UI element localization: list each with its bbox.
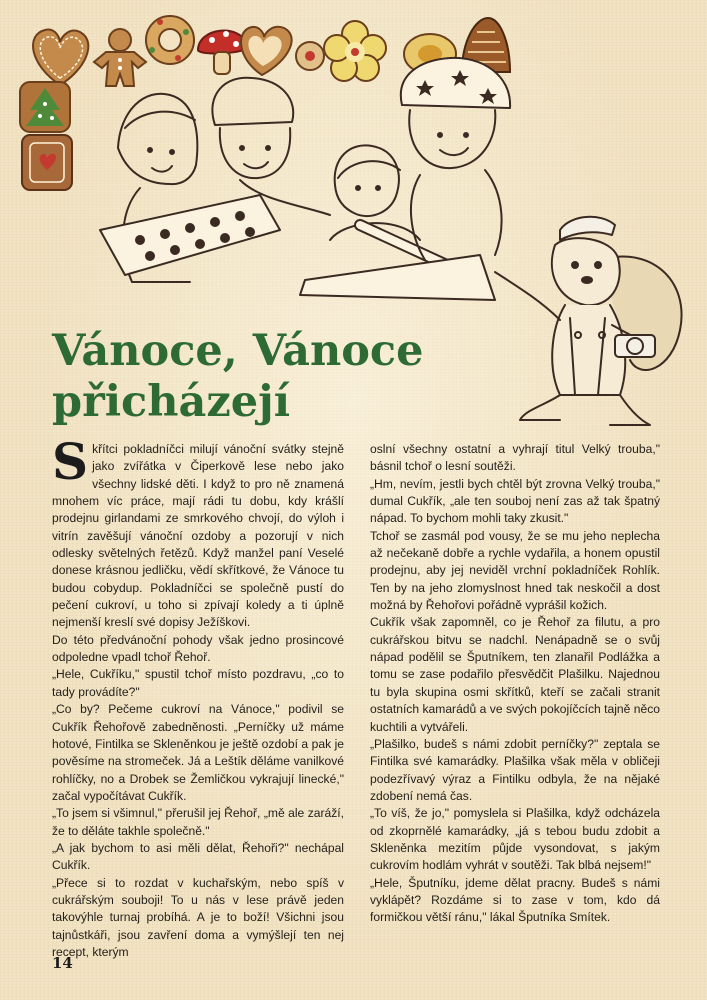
christmas-tree-cookie-icon	[20, 82, 70, 132]
flower-cookie-icon	[324, 21, 386, 81]
paragraph: „Hele, Šputníku, jdeme dělat pracny. Budeš s námi vyklápět? Rozdáme si to zase v tom, kdo dá formičkou větší ránu," lákal Šputníka Smítek.	[370, 875, 660, 925]
squirrel-character	[495, 217, 682, 425]
title-line-2: přicházejí	[52, 377, 291, 427]
title-line-1: Vánoce, Vánoce	[52, 326, 424, 376]
paragraph: Cukřík však zapomněl, co je Řehoř za filutu, a pro cukrářskou bitvu se nadchl. Nenápadně se o svůj nápad podělil se Šputníkem, ten zlanařil Podlážka a tomu se zase podařilo přesvědčit Plašilku. Najednou tu byla skupina osmi skřítků, kteří se začali stranit ostatních kamarádů a ve svých pokojíčcích tajně něco kuchtili a vytvářeli.	[370, 615, 660, 734]
paragraph: Tchoř se zasmál pod vousy, že se mu jeho neplecha až nečekaně dobře a rychle vydařila, a honem opustil prodejnu, aby jej neviděl vrchní pokladníček Rohlík. Ten by na jeho zlomyslnost hned tak neskočil a dost možná by Řehořovi pořádně vyprášil kožich.	[370, 528, 660, 613]
paragraph: Skřítci pokladníčci milují vánoční svátky stejně jako zvířátka v Čiperkově lese nebo jako všechny lidské děti. I když to pro ně znamená mnohem víc práce, mají rádi tu dobu, kdy krášlí prodejnu girlandami ze smrkového chvojí, do výloh i vitrín zavěšují vánoční ozdoby a pozorují v nich odlesky světelných řetězů. Když manžel paní Veselé donese krásnou jedličku, vědí skřítkové, že Vánoce tu budou cobydup. Pokladníčci se společně pustí do pečení cukroví, u toho si zpívají koledy a ti úplně nejmenší kreslí své dopisy Ježíškovi.	[52, 432, 344, 630]
paragraph: „To jsem si všimnul," přerušil jej Řehoř, „mě ale zaráží, že to děláte takhle společně."	[52, 806, 344, 838]
paragraph: „To víš, že jo," pomyslela si Plašilka, když odcházela od zkoprnělé kamarádky, „já s tebou budu zdobit a Skleněnka mezitím půjde vysondovat, s jakým cukrovím hodlám vyhrát v soutěži. Tak blbá nejsem!"	[370, 806, 660, 873]
paragraph: „Přece si to rozdat v kuchařským, nebo spíš v cukrářským souboji! To u nás v lese právě jeden takovýhle turnaj probíhá. A je to boží! Všichni jsou tajnůstkáři, jsou zavření doma a vymýšlejí ten nej recept, kterým	[52, 875, 344, 959]
article-title	[52, 326, 432, 428]
wreath-cookie	[146, 16, 194, 64]
paragraph: oslní všechny ostatní a vyhrají titul Velký trouba," básnil tchoř o lesní soutěži.	[370, 442, 660, 474]
paragraph: Do této předvánoční pohody však jedno prosincové odpoledne vpadl tchoř Řehoř.	[52, 632, 344, 665]
paragraph: „Plašilko, budeš s námi zdobit perníčky?" zeptala se Fintilka své kamarádky. Plašilka však měla v obličeji podezřívavý výraz a Fintilku odbyla, že na nějaké zdobení nemá čas.	[370, 736, 660, 803]
heart-cookie-icon	[33, 29, 88, 85]
right-column	[370, 441, 660, 927]
gingerbread-man-icon	[94, 29, 146, 86]
baking-scene	[100, 58, 510, 300]
paragraph: „A jak bychom to asi měli dělat, Řehoři?" nechápal Cukřík.	[52, 840, 344, 873]
round-cookie	[296, 42, 324, 70]
left-column	[52, 432, 344, 961]
heart-cookie-icon	[241, 27, 292, 75]
page-number: 14	[52, 954, 73, 972]
drop-cap: S	[52, 432, 89, 491]
paragraph: „Hele, Cukříku," spustil tchoř místo pozdravu, „co to tady provádíte?"	[52, 667, 344, 699]
mushroom-cookie-icon	[198, 31, 248, 74]
paragraph: „Co by? Pečeme cukroví na Vánoce," podivil se Cukřík Řehořově zabedněnosti. „Perníčky už máme hotové, Fintilka se Skleněnkou je ještě ozdobí a pak je pověsíme na stromeček. Já a Leštík děláme vanilkové rohlíčky, no a Drobek se Žemličkou vykrajují linecké," začal vypočítávat Cukřík.	[52, 702, 344, 803]
paragraph: „Hm, nevím, jestli bych chtěl být zrovna Velký trouba," dumal Cukřík, „ale ten souboj není zas až tak špatný nápad. To bychom mohli taky zkusit."	[370, 476, 660, 526]
gingerbread-cookie-icon	[22, 135, 72, 190]
